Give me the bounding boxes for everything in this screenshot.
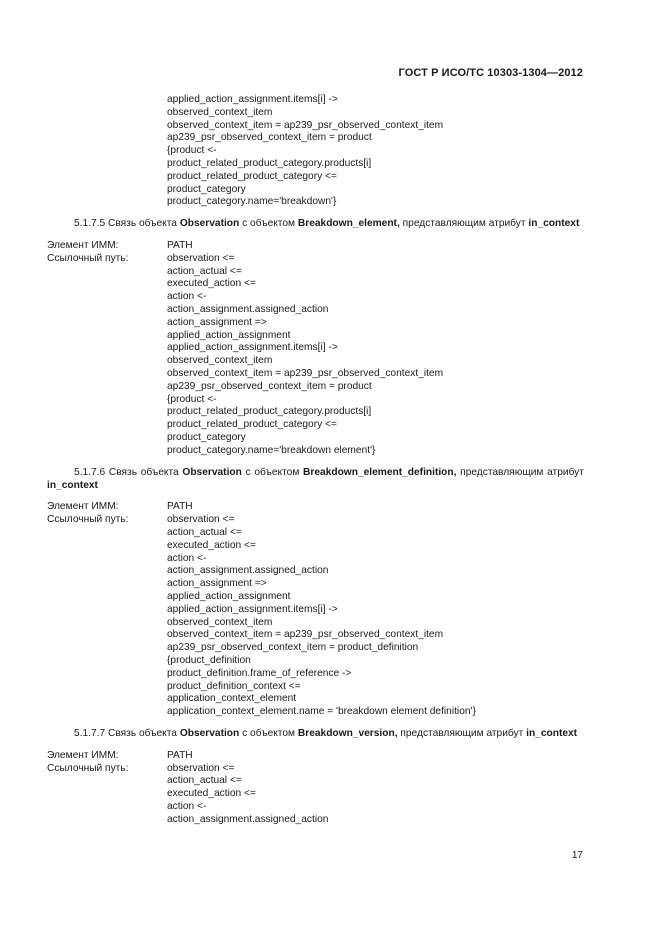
reference-path-row [47,763,584,776]
path-line: ap239_psr_observed_context_item = product [167,380,372,392]
spacer [47,231,584,240]
path-line: executed_action <= [167,539,256,551]
reference-path-label: Ссылочный путь: [47,762,129,774]
path-line: product_related_product_category.products[i] [167,157,372,169]
spacer [47,492,584,501]
path-line: product_category [167,183,246,195]
path-line: action_assignment => [167,316,267,328]
path-line: product_category [167,432,246,444]
aim-element-row [47,240,584,253]
path-line: product_category.name='breakdown'} [167,196,337,208]
section-heading [47,728,584,741]
reference-path-label: Ссылочный путь: [47,252,129,264]
path-line: applied_action_assignment.items[i] -> [167,603,338,615]
path-line: action <- [167,801,207,813]
attribute-name: in_context [528,218,580,230]
document-body [47,94,584,827]
path-line: observed_context_item = ap239_psr_observed_context_item [167,368,444,380]
path-line: product_category.name='breakdown element'} [167,444,376,456]
section-mid: с объектом [242,727,296,739]
path-line: observed_context_item [167,355,273,367]
target-entity-name: Breakdown_element_definition, [303,466,457,478]
section-post: представляющим атрибут [402,218,526,230]
path-line: applied_action_assignment.items[i] -> [167,342,338,354]
section-number: 5.1.7.7 [74,727,106,739]
path-line: action <- [167,291,207,303]
sections-container [47,218,584,827]
spacer [47,741,584,750]
document-header: ГОСТ Р ИСО/ТС 10303-1304—2012 [398,67,583,79]
aim-element-row [47,501,584,514]
path-line: ap239_psr_observed_context_item = product_definition [167,642,419,654]
section-post: представляющим атрибут [400,727,524,739]
intro-path-block [47,94,584,209]
section-pre: Связь объекта [108,218,177,230]
path-line: action_assignment.assigned_action [167,565,329,577]
path-line: action_actual <= [167,527,242,539]
section-number: 5.1.7.6 [74,466,106,478]
path-line: action_assignment.assigned_action [167,304,329,316]
path-line: observed_context_item [167,106,273,118]
section-post: представляющим атрибут [460,466,584,478]
section-heading [47,218,584,231]
section-pre: Связь объекта [108,727,177,739]
section-number: 5.1.7.5 [74,218,106,230]
aim-element-value: PATH [167,749,193,761]
path-line: executed_action <= [167,788,256,800]
path-line: application_context_element.name = 'breakdown element definition'} [167,706,476,718]
aim-element-label: Элемент ИММ: [47,749,119,761]
aim-element-label: Элемент ИММ: [47,501,119,513]
path-line: product_related_product_category <= [167,419,337,431]
page-number: 17 [571,850,583,861]
entity-name: Observation [179,218,240,230]
path-line: action_actual <= [167,265,242,277]
section-pre: Связь объекта [108,466,179,478]
reference-path-row [47,253,584,266]
reference-path-row [47,514,584,527]
path-line: observed_context_item [167,616,273,628]
path-line: {product <- [167,393,217,405]
path-line: ap239_psr_observed_context_item = product [167,132,372,144]
path-line: action_assignment => [167,578,267,590]
path-line: {product <- [167,145,217,157]
section-mid: с объектом [245,466,300,478]
entity-name: Observation [179,727,240,739]
path-line: observation <= [167,762,235,774]
path-line: product_related_product_category.products[i] [167,406,372,418]
path-line: observed_context_item = ap239_psr_observed_context_item [167,629,444,641]
section-heading [47,467,584,493]
path-line: product_definition.frame_of_reference -> [167,667,352,679]
attribute-name: in_context [47,479,98,491]
path-line: action_actual <= [167,775,242,787]
path-line: applied_action_assignment [167,329,291,341]
path-line: observation <= [167,252,235,264]
section-mid: с объектом [242,218,296,230]
aim-element-value: PATH [167,240,193,252]
target-entity-name: Breakdown_version, [297,727,398,739]
path-line: observed_context_item = ap239_psr_observed_context_item [167,119,444,131]
aim-element-value: PATH [167,501,193,513]
aim-element-row [47,750,584,763]
path-line: product_definition_context <= [167,680,301,692]
entity-name: Observation [182,466,242,478]
path-line: executed_action <= [167,278,256,290]
path-line: application_context_element [167,693,297,705]
aim-element-label: Элемент ИММ: [47,240,119,252]
path-line: observation <= [167,514,235,526]
path-line: applied_action_assignment [167,591,291,603]
reference-path-label: Ссылочный путь: [47,514,129,526]
target-entity-name: Breakdown_element, [297,218,400,230]
path-line: {product_definition [167,655,251,666]
path-line: applied_action_assignment.items[i] -> [167,94,338,105]
path-line: product_related_product_category <= [167,170,337,182]
path-line: action <- [167,552,207,564]
path-line: action_assignment.assigned_action [167,813,329,825]
attribute-name: in_context [526,727,578,739]
